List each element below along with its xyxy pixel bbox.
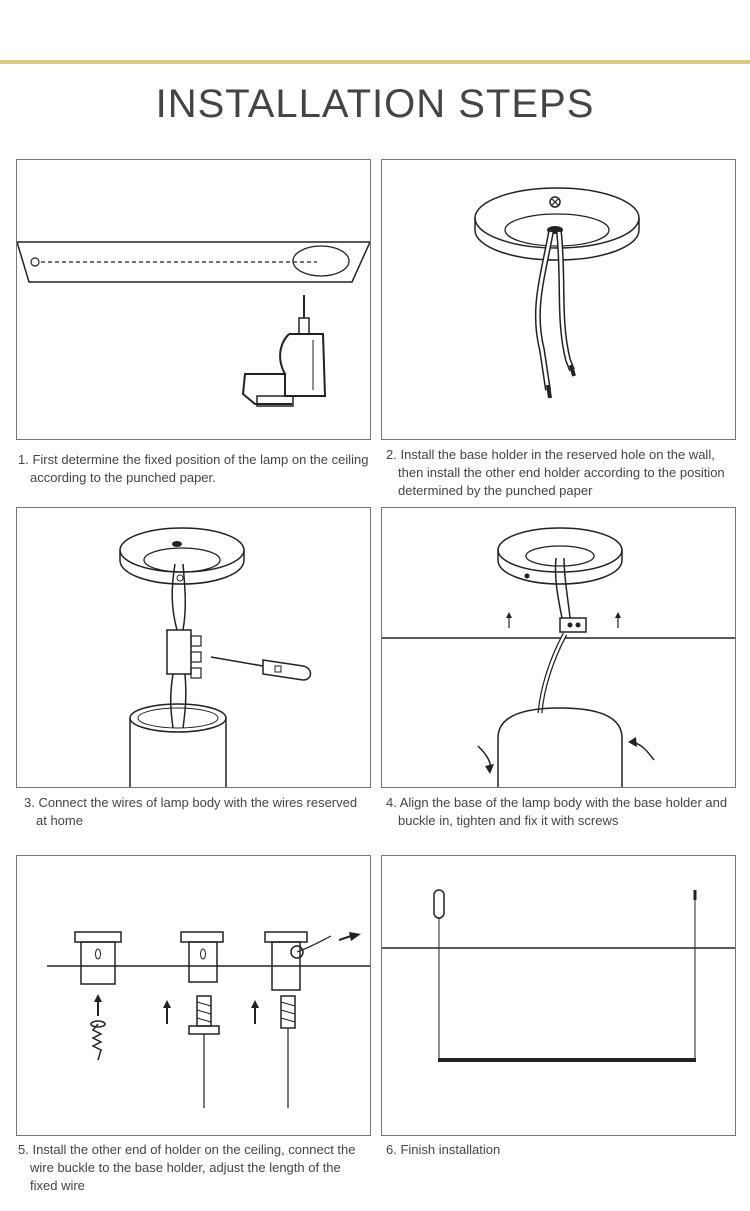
step-3-illustration <box>16 507 371 788</box>
base-holder-drawing <box>382 160 735 439</box>
step-2-caption: 2. Install the base holder in the reserved hole on the wall, then install the other end holder according to the position determined by the punched paper <box>386 447 725 498</box>
step-1-caption: 1. First determine the fixed position of the lamp on the ceiling according to the punched paper. <box>18 452 369 485</box>
step-1-illustration <box>16 159 371 440</box>
step-2-illustration <box>381 159 736 440</box>
page-title: INSTALLATION STEPS <box>155 82 595 126</box>
holder-screws-drawing <box>17 856 370 1135</box>
drill-ceiling-drawing <box>17 160 370 439</box>
step-6-caption: 6. Finish installation <box>386 1142 501 1157</box>
accent-bar <box>0 60 750 64</box>
align-base-drawing <box>382 508 735 787</box>
step-3-caption: 3. Connect the wires of lamp body with the wires reserved at home <box>24 795 358 828</box>
step-4-illustration <box>381 507 736 788</box>
finished-lamp-drawing <box>382 856 735 1135</box>
step-5-illustration <box>16 855 371 1136</box>
connect-wires-drawing <box>17 508 370 787</box>
step-6-illustration <box>381 855 736 1136</box>
step-4-caption: 4. Align the base of the lamp body with the base holder and buckle in, tighten and fix it with screws <box>386 795 728 828</box>
step-5-caption: 5. Install the other end of holder on the ceiling, connect the wire buckle to the base holder, adjust the length of the fixed wire <box>18 1142 356 1193</box>
